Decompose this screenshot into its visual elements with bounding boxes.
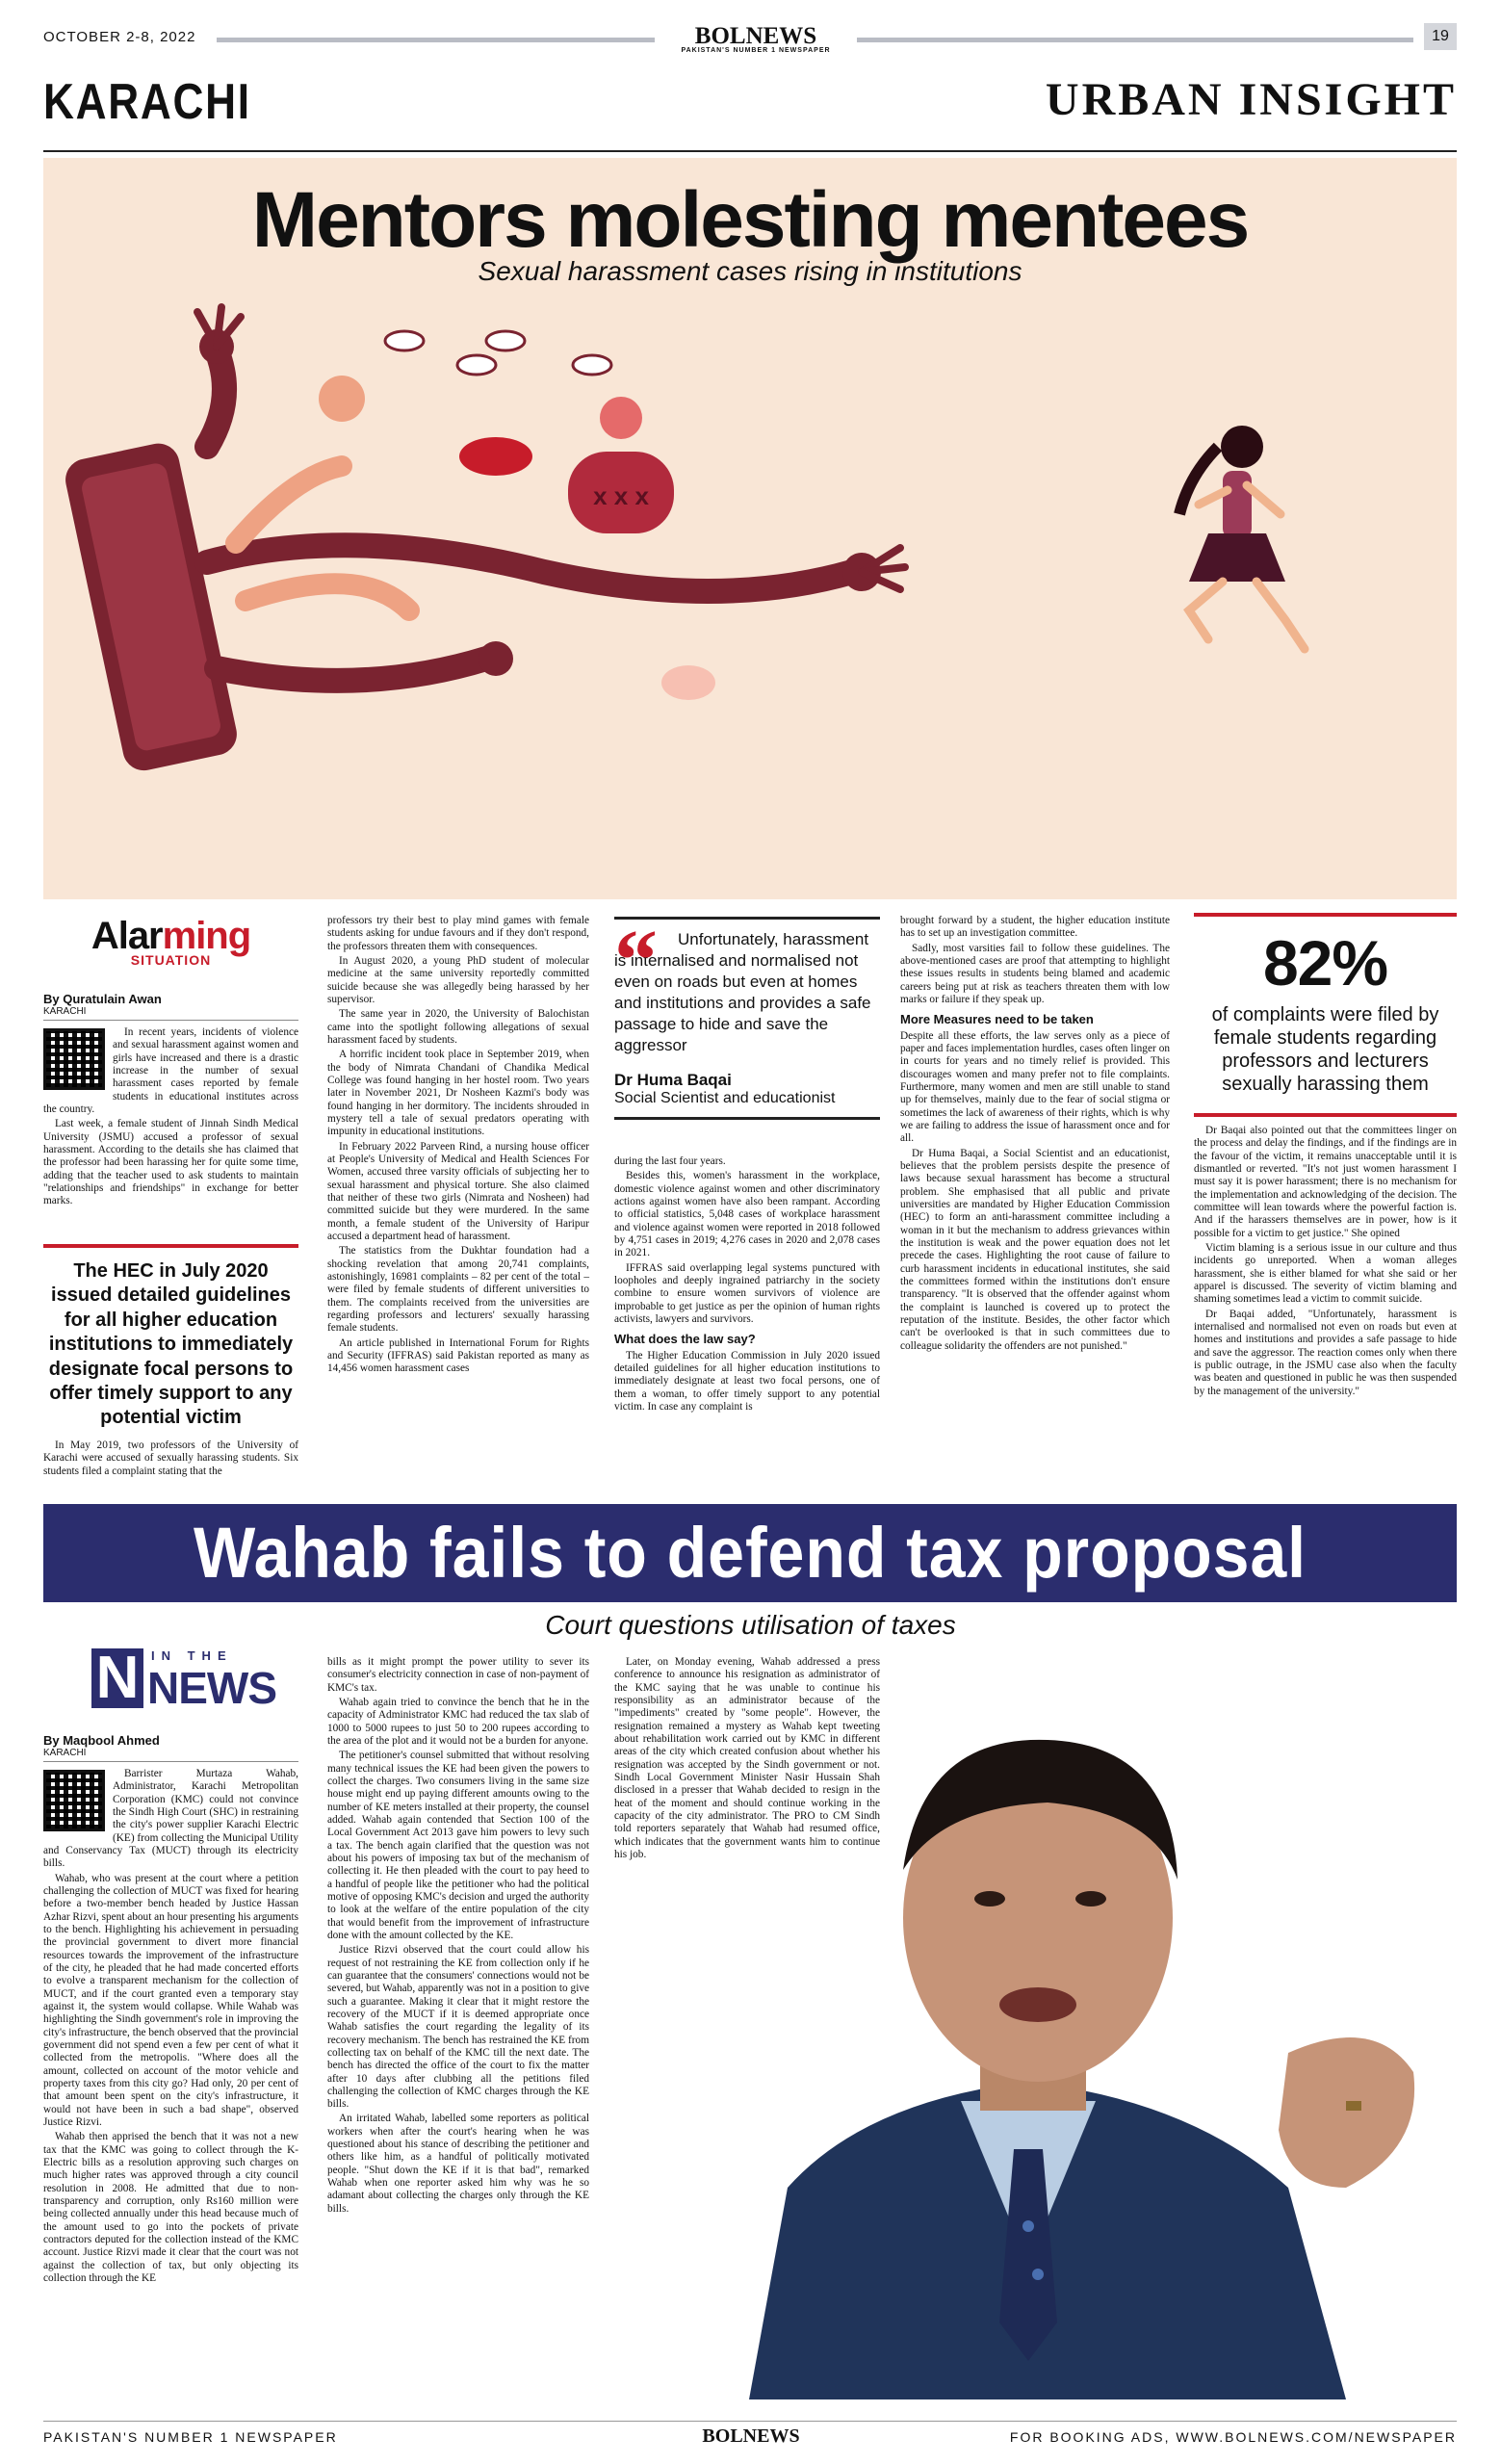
quote-role: Social Scientist and educationist	[614, 1090, 880, 1120]
story2-column-3	[614, 1656, 880, 1863]
story1-column-1-bottom	[43, 1439, 298, 1480]
stat-value: 82%	[1262, 927, 1388, 999]
paper-tagline: PAKISTAN'S NUMBER 1 NEWSPAPER	[681, 47, 831, 54]
story2-column-1	[43, 1733, 298, 2287]
paragraph: Despite all these efforts, the law serves only as a piece of paper and faces implementation hurdles, cases often linger on in courts for years and no timely relief is provided. This discourages women and many prefer not to file complaints. Furthermore, many women and men are still unable to stand up for themselves, mainly due to the fear of social stigma or sometimes the lack of awareness of their rights, which is why we are failing to address the issue of harassment once and for all.	[900, 1029, 1170, 1145]
paragraph: Besides this, women's harassment in the workplace, domestic violence against women and other discriminatory actions against women have also been rampant. According to official statistics, 5,048 cases of workplace harassment and violence against women were reported in 2018 followed by 4,751 cases in 2019; 4,276 cases in 2020 and 2,078 cases in 2021.	[614, 1170, 880, 1259]
paragraph: An article published in International Forum for Rights and Security (IFFRAS) said Pakistan reported as many as 14,456 women harassment cases	[327, 1336, 589, 1375]
story2-headline: Wahab fails to defend tax proposal	[193, 1513, 1307, 1593]
paragraph: An irritated Wahab, labelled some reporters as political workers when after the court's hearing when he was questioned about his stance of describing the petitioner and others like him, as a handful of politically motivated people. "Shut down the KE if it is that bad", remarked Wahab when one reporter asked him why was he so adamant about collecting the charges only through the KE bills.	[327, 2113, 589, 2215]
qr-code-icon	[43, 1770, 105, 1831]
paragraph: In May 2019, two professors of the University of Karachi were accused of sexually harassing students. Six students filed a complaint stating that the	[43, 1439, 298, 1477]
story1-callout: The HEC in July 2020 issued detailed guidelines for all higher education institutions to immediately designate focal persons to offer timely support to any potential victim	[43, 1244, 298, 1431]
kicker-part1: Alar	[91, 915, 163, 957]
stat-description: of complaints were filed by female students regarding professors and lecturers sexually harassing them	[1211, 1004, 1439, 1095]
bottom-bar	[43, 2421, 1457, 2447]
paper-logo	[660, 23, 852, 54]
story1-column-3	[614, 1155, 880, 1415]
paragraph: The statistics from the Dukhtar foundation had a shocking revelation that among 20,741 complaints, astonishingly, 16981 complaints – 82 per cent of the total – were filed by female students of different universities to them. The complaints received from the universities are regarding professors and lecturers' sexually harassing female students.	[327, 1245, 589, 1335]
qr-code-icon	[43, 1028, 105, 1090]
paragraph: brought forward by a student, the higher education institute has to set up an investigation committee.	[900, 915, 1170, 940]
section-header	[43, 65, 1457, 152]
story2-location: KARACHI	[43, 1748, 298, 1762]
section-title-karachi: KARACHI	[43, 74, 251, 130]
paragraph: A horrific incident took place in September 2019, when the body of Nimrata Chandani of Chandika Medical College was found hanging in her hostel room. Two years later in November 2021, Dr Nosheen Kazmi's body was found hanging in her dormitory. The incidents shrouded in mystery tell a tale of sexual predators operating with impunity in educational institutions.	[327, 1049, 589, 1138]
lips-shape	[459, 437, 532, 476]
story1-headline: Mentors molesting mentees	[251, 176, 1249, 264]
quote-mark-icon: “	[614, 913, 658, 1008]
paragraph: Victim blaming is a serious issue in our culture and thus incidents go unreported. When a woman alleges harassment, she is either blamed for what she said or her apparel is discussed. The severity of victim blaming and shaming sometimes lead a victim to commit suicide.	[1194, 1241, 1457, 1306]
paragraph: Later, on Monday evening, Wahab addressed a press conference to announce his resignation as administrator of the KMC saying that he was unable to continue his responsibility as an administrator because of the "impediments" created by "some people". However, the resignation remained a mystery as Wahab kept tweeting about rehabilitation work carried out by KMC in different areas of the city which created confusion about whether his resignation was accepted by the Sindh government or not. Sindh Local Government Minister Nasir Hussain Shah disclosed in a presser that Wahab decided to resign in the heat of the moment and should continue working in the capacity of the city administrator. The PRO to CM Sindh told reporters separately that Wahab had resumed office, which indicates that the government wants him to continue his job.	[614, 1656, 880, 1860]
paragraph: Wahab again tried to convince the bench that he in the capacity of Administrator KMC had reduced the tax slab of 1000 to 5000 rupees to just 50 to 200 rupees according to the area of the plot and it would not be a burden for anyone.	[327, 1696, 589, 1747]
paragraph: Wahab then apprised the bench that it was not a new tax that the KMC was going to collect through the K-Electric bills as a resolution approving such charges on much higher rates was approved through a city council resolution in 2008. He admitted that due to non-transparency and corruption, only Rs160 million were being collected annually under this head because much of the amount used to go into the pockets of private contractors deputed for the collection instead of the KMC account. Justice Rizvi made it clear that the court was not against the collection of tax, but only objecting its collection through the KE	[43, 2131, 298, 2284]
paragraph: The petitioner's counsel submitted that without resolving many technical issues the KE had been given the powers to collect the charges. Two consumers living in the same size house might end up paying different amounts owing to the number of KE meters installed at their property, the counsel added. Wahab again contended that Section 100 of the Local Government Act 2013 gave him powers to levy such a tax. The bench again clarified that the question was not about his powers of imposing tax but of the mechanism of collecting it. He then pleaded with the court to pay heed to a handful of people like the petitioner who had the political motive of opposing KMC's decision and urged the authority to look at the welfare of the entire population of the city that would benefit from the improvement of infrastructure done with the amount collected by the KE.	[327, 1750, 589, 1941]
phone-graphic	[62, 439, 241, 774]
paragraph: Dr Baqai added, "Unfortunately, harassment is internalised and normalised not even on roads but even at homes and institutions and provides a safe passage to hide and save the aggressor. The reaction comes only when there is public outrage, in the JSMU case also when the faculty was beaten and questioned in public he was then suspended by the management of the university."	[1194, 1308, 1457, 1397]
kicker-small: IN THE	[151, 1648, 233, 1663]
top-rule-left	[217, 38, 655, 42]
svg-text:x x x: x x x	[593, 481, 649, 510]
paragraph: Last week, a female student of Jinnah Sindh Medical University (JSMU) accused a professor of sexual harassment. According to the details she has claimed that the professor had been harassing her for quite some time, adding that the teacher used to ask students to maintain "relationships and friendships" in exchange for better marks.	[43, 1118, 298, 1207]
paragraph: In recent years, incidents of violence and sexual harassment against women and girls have increased and there is a drastic increase in the number of sexual harassment cases reported by female students in educational institutes across the country.	[43, 1026, 298, 1116]
page-number: 19	[1424, 23, 1457, 50]
stat-box	[1194, 913, 1457, 1117]
paragraph: Dr Huma Baqai, a Social Scientist and an educationist, believes that the problem persists despite the presence of laws because sexual harassment has become a structural problem. She emphasised that all public and private universities are mandated by Higher Education Commission (HEC) to form an anti-harassment committee including a woman in it but the mechanism to address grievances within the institution is weak and the power equation does not let precede the cases. Highlighting the root cause of failure to curb harassment incidents in educational institutes, she said the committees formed within the institutions don't ensure transparency. "It is observed that the offender against whom the complaint is launched is covered up to protect the reputation of the institute. Besides, the other factor which can't be overlooked is that in such committees due to colleague solidarity the offenders are not punished."	[900, 1147, 1170, 1352]
top-bar	[43, 23, 1457, 54]
reaching-arms	[207, 350, 852, 681]
paragraph: Barrister Murtaza Wahab, Administrator, Karachi Metropolitan Corporation (KMC) could not convince the Sindh High Court (SHC) in restraining the city's power supplier Karachi Electric (KE) from collecting the Municipal Utility and Conservancy Tax (MUCT) through its electricity bills.	[43, 1768, 298, 1870]
subheading: More Measures need to be taken	[900, 1012, 1094, 1027]
story1-column-4	[900, 915, 1170, 1355]
quote-text: Unfortunately, harassment is internalised and normalised not even on roads but even at homes and institutions and provides a safe passage to hide and save the aggressor	[614, 930, 871, 1055]
story1-column-2	[327, 915, 589, 1377]
paper-logo-text: BOLNEWS	[694, 23, 817, 49]
kicker-sub: SITUATION	[130, 952, 212, 968]
paragraph: professors try their best to play mind games with female students asking for undue favours and if they don't respond, the professors threaten them with consequences.	[327, 915, 589, 952]
subheading: What does the law say?	[614, 1332, 756, 1347]
story1-location: KARACHI	[43, 1006, 298, 1021]
story1-subheadline: Sexual harassment cases rising in institutions	[478, 256, 1022, 286]
paragraph: Sadly, most varsities fail to follow these guidelines. The above-mentioned cases are proof that attempting to highlight these issues results in students being blamed and academic careers being put at risk as teachers threaten them with low marks or failure if they speak up.	[900, 942, 1170, 1005]
story2-author: By Maqbool Ahmed	[43, 1733, 160, 1748]
paragraph: Justice Rizvi observed that the court could allow his request of not restraining the KE from collection only if he can guarantee that the consumers' connections would not be severed, but Wahab, apparently was not in a position to give such a guarantee. Making it clear that it might restore the recovery of the MUCT if it is deemed appropriate once Wahab satisfies the court regarding the legality of its recovery mechanism. The bench has restrained the KE from collecting tax on behalf of the KMC till the next date. The bench has directed the office of the court to fix the matter after 10 days after clubbing all the petitions filed challenging the collection of KMC charges through the KE bills.	[327, 1944, 589, 2111]
story2-column-2	[327, 1656, 589, 2218]
paragraph: The Higher Education Commission in July 2020 issued detailed guidelines for all higher education institutions to immediately designate at least two focal persons, one of them a woman, to offer timely support to any potential victim. In case any complaint is	[614, 1349, 880, 1413]
story1-author: By Quratulain Awan	[43, 992, 162, 1006]
story1-column-1	[43, 992, 298, 1210]
alarming-situation-kicker	[43, 915, 298, 982]
n-logo-icon: N	[91, 1648, 143, 1708]
paragraph: bills as it might prompt the power utility to sever its consumer's electricity connection in case of non-payment of KMC's tax.	[327, 1656, 589, 1694]
paragraph: Dr Baqai also pointed out that the committees linger on the process and delay the findings, and if the findings are in the favour of the victim, it remains unacceptable until it is dismantled or reverted. "It's not just women harassment I must say it is power harassment; there is no mechanism for the implementation and acknowledging of the decision. The committee will lean towards where the powerful faction is. And if the harassers themselves are in power, how is it possible for a victim to get justice." She opined	[1194, 1125, 1457, 1239]
eyes	[385, 331, 611, 375]
paragraph: IFFRAS said overlapping legal systems punctured with loopholes and deeply ingrained patriarchy in the society combine to ensure women survivors of violence are improbable to get justice as per the opinion of human rights activists, lawyers and survivors.	[614, 1261, 880, 1325]
story2-headline-banner	[43, 1504, 1457, 1602]
section-title-urban-insight: URBAN INSIGHT	[1045, 74, 1457, 125]
in-the-news-kicker	[91, 1645, 276, 1716]
paragraph: In February 2022 Parveen Rind, a nursing house officer at People's University of Medical and Health Sciences For Women, accused three varsity officials of subjecting her to sexual harassment and physical torture. She also claimed that neither of these two girls (Nimrata and Nosheen) had committed suicide but they were murdered. In the same month, a female student of the University of Haripur accused a department head of harassment.	[327, 1140, 589, 1242]
top-rule-right	[857, 38, 1413, 42]
quote-name: Dr Huma Baqai	[614, 1070, 732, 1089]
hero-illustration	[43, 158, 1457, 899]
paragraph: The same year in 2020, the University of Balochistan came into the spotlight following allegations of sexual harassment faced by students.	[327, 1008, 589, 1046]
kicker-part2: ming	[162, 915, 251, 957]
footer-tagline: PAKISTAN'S NUMBER 1 NEWSPAPER	[43, 2429, 338, 2445]
running-girl	[1179, 426, 1305, 649]
footer-logo: BOLNEWS	[702, 2425, 800, 2447]
footer-ads-link[interactable]: FOR BOOKING ADS, WWW.BOLNEWS.COM/NEWSPAPER	[1009, 2429, 1457, 2445]
paragraph: In August 2020, a young PhD student of molecular medicine at the same university reportedly committed suicide because she was allegedly being harassed by her supervisor.	[327, 954, 589, 1005]
story2-subheadline: Court questions utilisation of taxes	[545, 1610, 956, 1640]
pull-quote	[614, 913, 880, 1120]
story1-column-5	[1194, 1125, 1457, 1400]
paragraph: during the last four years.	[614, 1155, 726, 1167]
paragraph: Wahab, who was present at the court where a petition challenging the collection of MUCT was fixed for hearing before a two-member bench headed by Justice Hassan Azhar Rizvi, spent about an hour presenting his arguments to the bench. Highlighting his achievement in persuading the provincial government to divert more financial resources towards the improvement of the infrastructure of the city, he pleaded that he had made concerted efforts to evolve a transparent mechanism for the collection of MUCT, and if the court granted even a temporary stay against it, the system would collapse. While Wahab was highlighting the Sindh government's role in improving the city's infrastructure, the bench observed that the provincial government did not spend even a few per cent of what it collected from the metropolis. "Where does all the amount, collected on account of the motor vehicle and property taxes from this city go? Had only, 20 per cent of that amount been spent on the city's infrastructure, it would not have been in such a bad shape", observed Justice Rizvi.	[43, 1872, 298, 2128]
hands	[199, 329, 881, 676]
issue-date: OCTOBER 2-8, 2022	[43, 29, 196, 45]
kicker-big: NEWS	[147, 1663, 276, 1713]
